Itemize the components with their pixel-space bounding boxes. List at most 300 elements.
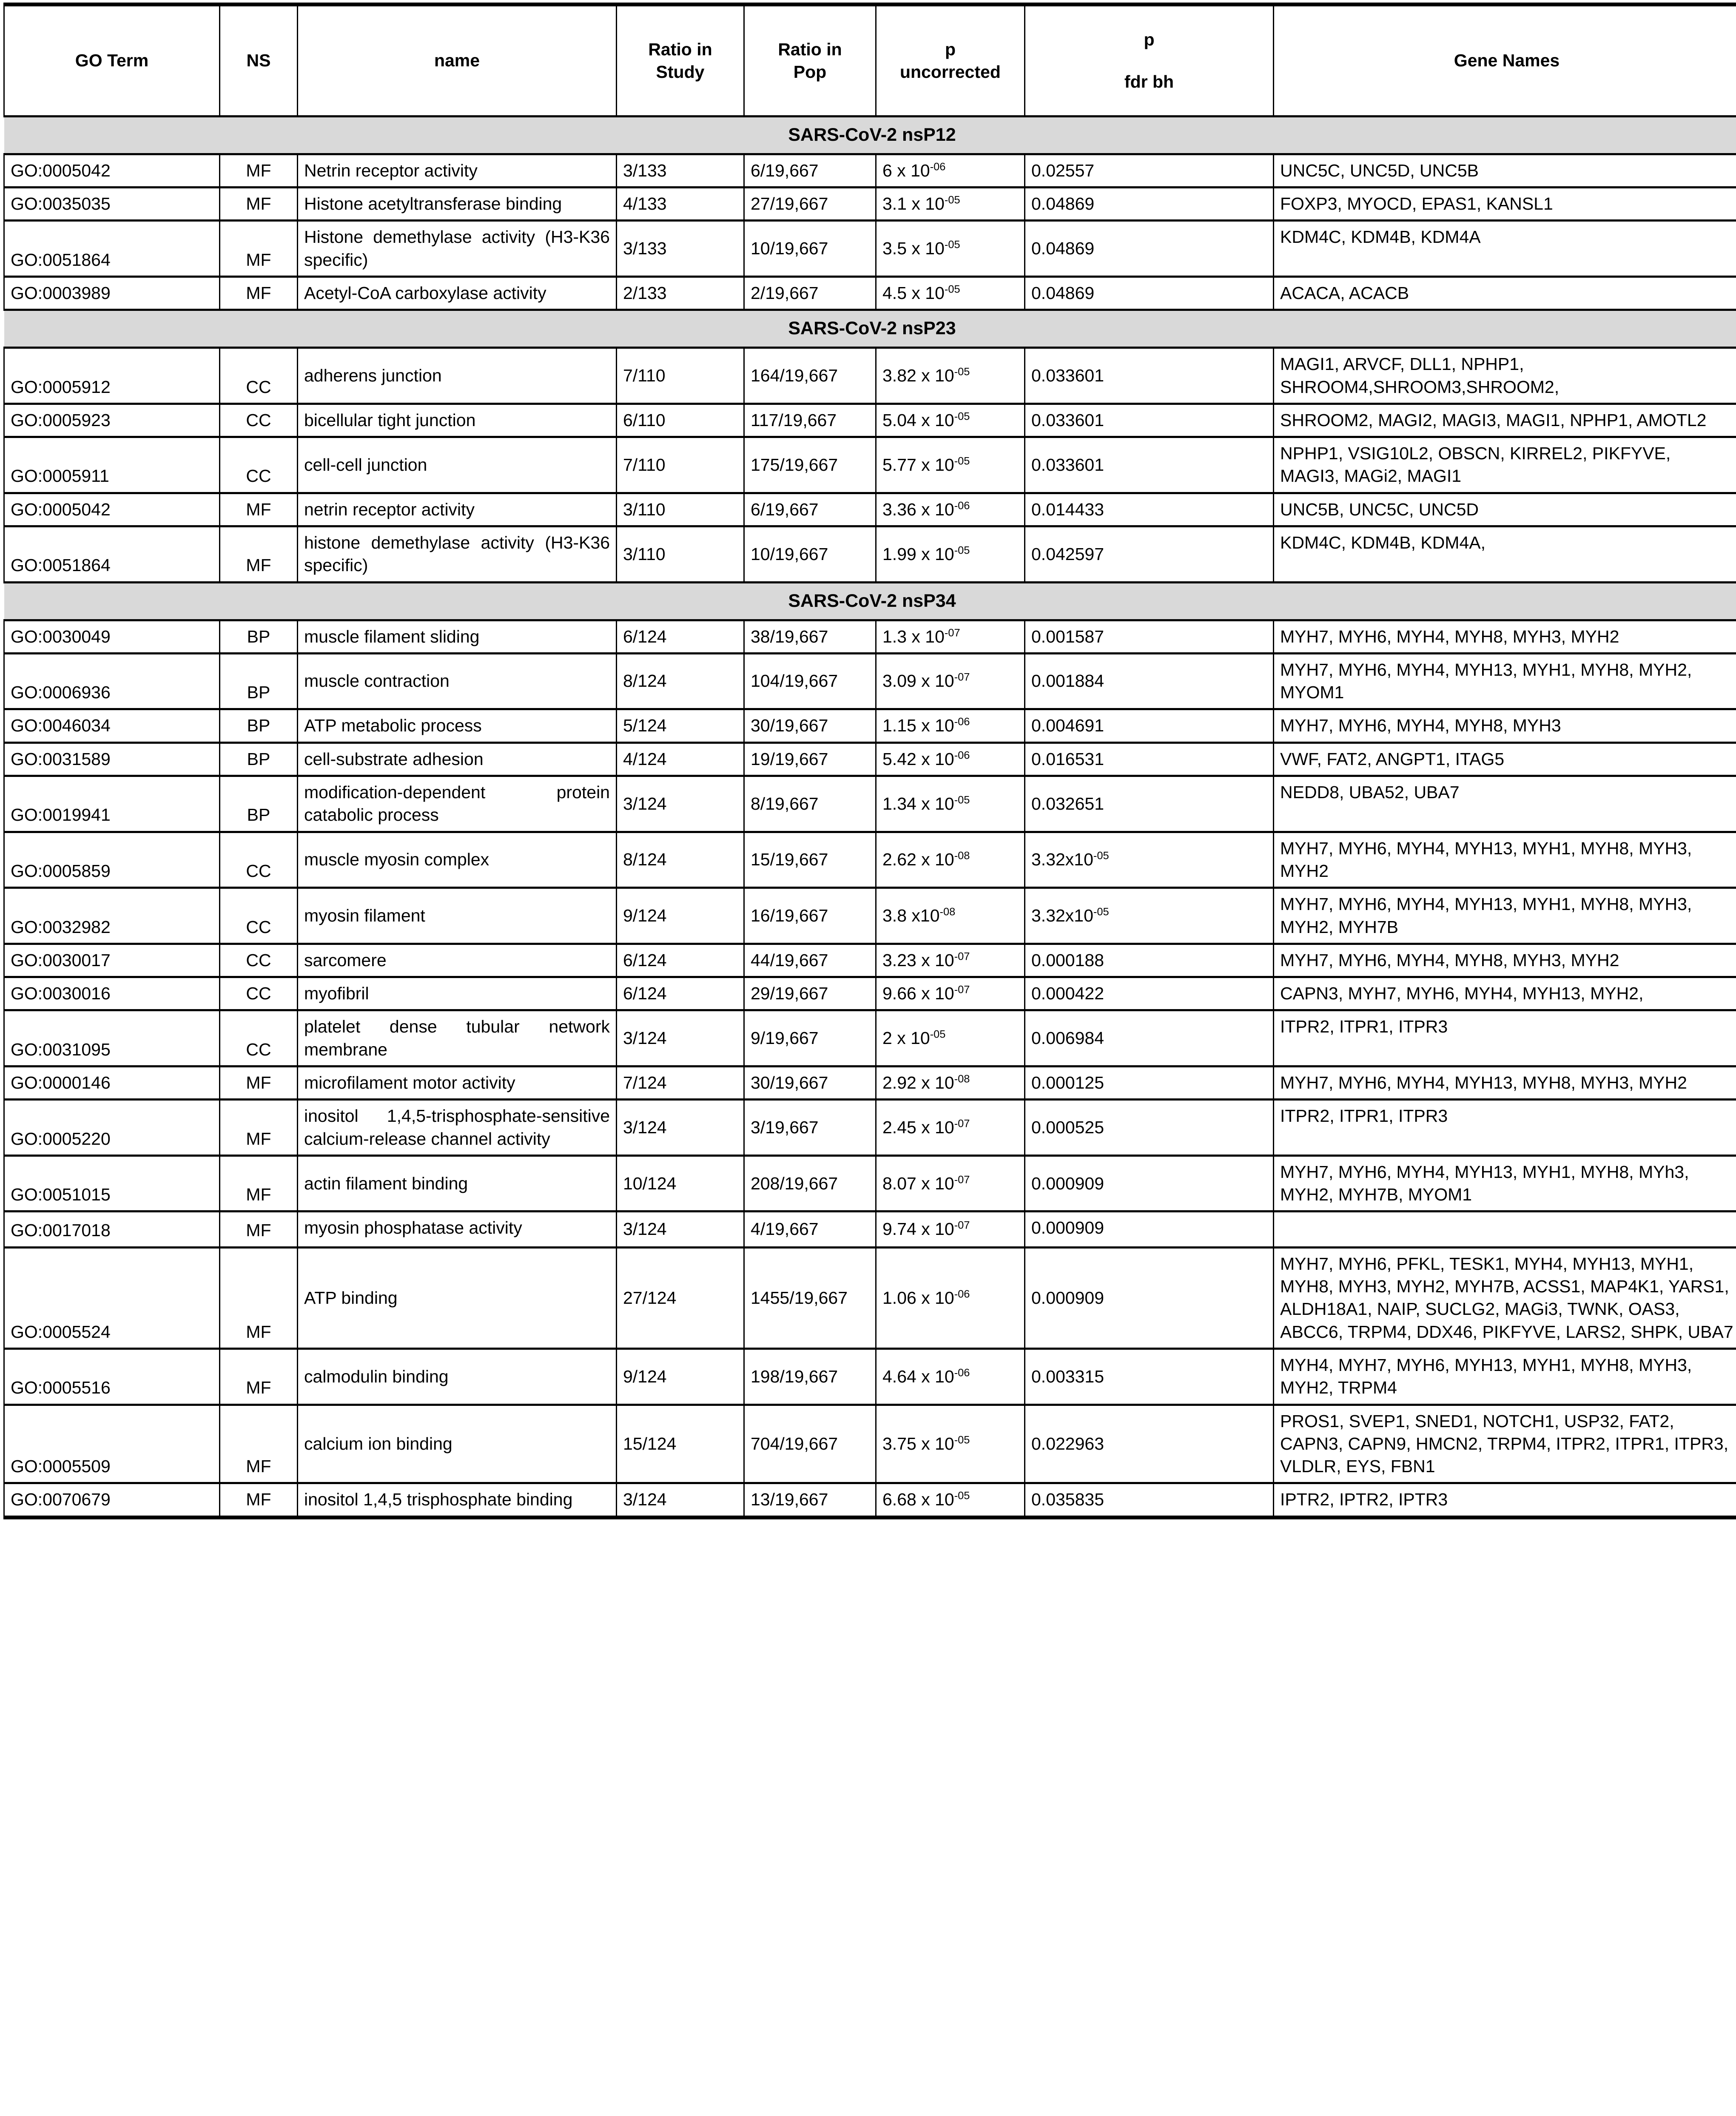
p-uncorrected-mantissa: 3.23 x 10	[882, 950, 954, 970]
p-fdr-value: 0.032651	[1031, 794, 1104, 813]
cell-go-term: GO:0017018	[4, 1212, 220, 1247]
cell-go-term: GO:0005912	[4, 348, 220, 404]
cell-ratio-in-pop: 38/19,667	[744, 620, 876, 653]
p-uncorrected-exponent: -06	[954, 1366, 970, 1379]
p-fdr-value: 0.022963	[1031, 1433, 1104, 1453]
cell-ratio-in-pop: 8/19,667	[744, 776, 876, 832]
p-uncorrected-exponent: -05	[954, 410, 970, 423]
cell-gene-names: MYH7, MYH6, MYH4, MYH13, MYH1, MYH8, MYH3, MYH2	[1274, 832, 1736, 888]
cell-go-term: GO:0030049	[4, 620, 220, 653]
cell-ns: MF	[220, 1405, 298, 1483]
cell-go-term: GO:0003989	[4, 277, 220, 310]
p-fdr-exponent: -05	[1093, 906, 1109, 918]
table-row	[4, 154, 1736, 187]
cell-name: Netrin receptor activity	[298, 154, 617, 187]
p-fdr-value: 0.04869	[1031, 239, 1095, 259]
col-header-p-uncorrected-line1: p	[945, 39, 956, 59]
p-uncorrected-exponent: -05	[930, 1028, 946, 1041]
cell-ns: MF	[220, 1348, 298, 1405]
cell-ratio-in-study: 4/124	[617, 742, 744, 776]
cell-gene-names: FOXP3, MYOCD, EPAS1, KANSL1	[1274, 188, 1736, 221]
table-body	[4, 117, 1736, 1518]
p-fdr-value: 0.000188	[1031, 950, 1104, 970]
cell-name: bicellular tight junction	[298, 404, 617, 437]
cell-p-uncorrected	[876, 1247, 1025, 1348]
cell-gene-names: UNC5B, UNC5C, UNC5D	[1274, 493, 1736, 526]
p-uncorrected-mantissa: 4.64 x 10	[882, 1366, 954, 1386]
go-enrichment-table	[3, 3, 1736, 1519]
cell-ns: CC	[220, 944, 298, 977]
cell-p-fdr-bh	[1025, 653, 1274, 709]
cell-p-uncorrected	[876, 493, 1025, 526]
table-row	[4, 944, 1736, 977]
cell-go-term: GO:0032982	[4, 888, 220, 944]
p-uncorrected-mantissa: 3.09 x 10	[882, 671, 954, 691]
p-fdr-value: 0.000422	[1031, 984, 1104, 1004]
cell-go-term: GO:0030017	[4, 944, 220, 977]
cell-name: actin filament binding	[298, 1155, 617, 1212]
cell-ratio-in-pop: 10/19,667	[744, 526, 876, 583]
cell-p-fdr-bh	[1025, 1155, 1274, 1212]
col-header-ratio-pop-line1: Ratio in	[778, 39, 842, 59]
p-fdr-value: 0.04869	[1031, 283, 1095, 303]
cell-p-fdr-bh	[1025, 188, 1274, 221]
p-uncorrected-exponent: -05	[954, 366, 970, 378]
cell-gene-names: NPHP1, VSIG10L2, OBSCN, KIRREL2, PIKFYVE, MAGI3, MAGi2, MAGI1	[1274, 437, 1736, 493]
cell-ns: CC	[220, 888, 298, 944]
cell-ratio-in-study: 9/124	[617, 1348, 744, 1405]
cell-p-fdr-bh	[1025, 154, 1274, 187]
cell-ratio-in-pop: 104/19,667	[744, 653, 876, 709]
p-uncorrected-mantissa: 5.42 x 10	[882, 749, 954, 769]
table-head	[4, 5, 1736, 117]
cell-p-uncorrected	[876, 277, 1025, 310]
cell-p-uncorrected	[876, 742, 1025, 776]
cell-ratio-in-study: 3/110	[617, 493, 744, 526]
p-uncorrected-mantissa: 2.92 x 10	[882, 1072, 954, 1092]
cell-ratio-in-pop: 10/19,667	[744, 221, 876, 277]
cell-p-uncorrected	[876, 1010, 1025, 1067]
col-header-p-fdr-bh	[1025, 5, 1274, 117]
cell-p-uncorrected	[876, 348, 1025, 404]
p-uncorrected-exponent: -06	[954, 716, 970, 728]
table-row	[4, 437, 1736, 493]
cell-name: muscle myosin complex	[298, 832, 617, 888]
cell-gene-names: KDM4C, KDM4B, KDM4A	[1274, 221, 1736, 277]
cell-ratio-in-study: 9/124	[617, 888, 744, 944]
cell-go-term: GO:0005220	[4, 1100, 220, 1156]
table-row	[4, 404, 1736, 437]
cell-p-uncorrected	[876, 404, 1025, 437]
p-uncorrected-exponent: -05	[954, 455, 970, 467]
cell-p-fdr-bh	[1025, 742, 1274, 776]
cell-p-fdr-bh	[1025, 493, 1274, 526]
cell-ns: MF	[220, 1483, 298, 1517]
p-uncorrected-exponent: -05	[944, 194, 960, 206]
cell-p-fdr-bh	[1025, 437, 1274, 493]
cell-ratio-in-pop: 2/19,667	[744, 277, 876, 310]
cell-gene-names: VWF, FAT2, ANGPT1, ITAG5	[1274, 742, 1736, 776]
cell-ratio-in-study: 6/110	[617, 404, 744, 437]
section-title: SARS-CoV-2 nsP12	[4, 117, 1736, 154]
cell-ratio-in-pop: 1455/19,667	[744, 1247, 876, 1348]
p-fdr-value: 0.003315	[1031, 1366, 1104, 1386]
cell-go-term: GO:0031589	[4, 742, 220, 776]
cell-name: Histone acetyltransferase binding	[298, 188, 617, 221]
cell-gene-names: ITPR2, ITPR1, ITPR3	[1274, 1010, 1736, 1067]
cell-go-term: GO:0005859	[4, 832, 220, 888]
cell-gene-names: MYH7, MYH6, MYH4, MYH8, MYH3	[1274, 709, 1736, 742]
p-uncorrected-exponent: -05	[954, 1490, 970, 1502]
cell-ns: MF	[220, 154, 298, 187]
cell-go-term: GO:0005923	[4, 404, 220, 437]
cell-ratio-in-pop: 208/19,667	[744, 1155, 876, 1212]
cell-ns: CC	[220, 1010, 298, 1067]
p-uncorrected-mantissa: 9.66 x 10	[882, 984, 954, 1004]
cell-name: myosin phosphatase activity	[298, 1212, 617, 1247]
section-header-row	[4, 582, 1736, 620]
table-row	[4, 526, 1736, 583]
cell-ratio-in-study: 15/124	[617, 1405, 744, 1483]
cell-p-uncorrected	[876, 1212, 1025, 1247]
cell-go-term: GO:0005524	[4, 1247, 220, 1348]
table-row	[4, 709, 1736, 742]
cell-gene-names: MYH7, MYH6, PFKL, TESK1, MYH4, MYH13, MYH1, MYH8, MYH3, MYH2, MYH7B, ACSS1, MAP4K1, YARS1, ALDH18A1, NAIP, SUCLG2, MAGi3, TWNK, OAS3, ABCC6, TRPM4, DDX46, PIKFYVE, LARS2, SHPK, UBA7	[1274, 1247, 1736, 1348]
cell-ratio-in-study: 3/110	[617, 526, 744, 583]
cell-p-fdr-bh	[1025, 1405, 1274, 1483]
cell-ratio-in-pop: 13/19,667	[744, 1483, 876, 1517]
cell-p-uncorrected	[876, 154, 1025, 187]
p-uncorrected-exponent: -06	[954, 1288, 970, 1300]
p-fdr-value: 0.000525	[1031, 1117, 1104, 1137]
cell-ratio-in-study: 5/124	[617, 709, 744, 742]
p-uncorrected-mantissa: 3.1 x 10	[882, 194, 945, 214]
table-row	[4, 1348, 1736, 1405]
cell-ns: MF	[220, 188, 298, 221]
cell-gene-names: UNC5C, UNC5D, UNC5B	[1274, 154, 1736, 187]
cell-p-uncorrected	[876, 888, 1025, 944]
p-uncorrected-mantissa: 6.68 x 10	[882, 1490, 954, 1510]
cell-gene-names: ACACA, ACACB	[1274, 277, 1736, 310]
cell-ratio-in-pop: 9/19,667	[744, 1010, 876, 1067]
table-row	[4, 776, 1736, 832]
header-row	[4, 5, 1736, 117]
cell-name: ATP metabolic process	[298, 709, 617, 742]
p-fdr-mantissa: 3.32x10	[1031, 905, 1093, 925]
p-uncorrected-exponent: -05	[954, 1434, 970, 1446]
cell-name: Histone demethylase activity (H3-K36 specific)	[298, 221, 617, 277]
cell-ratio-in-study: 3/124	[617, 1483, 744, 1517]
table-row	[4, 1247, 1736, 1348]
cell-p-uncorrected	[876, 709, 1025, 742]
p-uncorrected-exponent: -06	[954, 749, 970, 762]
cell-go-term: GO:0005516	[4, 1348, 220, 1405]
cell-p-fdr-bh	[1025, 221, 1274, 277]
cell-ns: MF	[220, 526, 298, 583]
p-fdr-value: 0.001884	[1031, 671, 1104, 691]
cell-go-term: GO:0070679	[4, 1483, 220, 1517]
cell-ratio-in-study: 7/110	[617, 437, 744, 493]
cell-ratio-in-pop: 198/19,667	[744, 1348, 876, 1405]
cell-p-uncorrected	[876, 832, 1025, 888]
cell-ns: CC	[220, 437, 298, 493]
cell-ratio-in-pop: 27/19,667	[744, 188, 876, 221]
p-uncorrected-exponent: -05	[954, 794, 970, 806]
cell-p-fdr-bh	[1025, 776, 1274, 832]
cell-gene-names: MYH7, MYH6, MYH4, MYH13, MYH1, MYH8, MYH2, MYOM1	[1274, 653, 1736, 709]
cell-ratio-in-study: 6/124	[617, 620, 744, 653]
cell-name: calmodulin binding	[298, 1348, 617, 1405]
cell-name: myofibril	[298, 977, 617, 1010]
cell-p-fdr-bh	[1025, 348, 1274, 404]
cell-ratio-in-study: 6/124	[617, 944, 744, 977]
cell-p-uncorrected	[876, 620, 1025, 653]
cell-p-fdr-bh	[1025, 404, 1274, 437]
cell-p-fdr-bh	[1025, 526, 1274, 583]
p-fdr-value: 0.004691	[1031, 716, 1104, 736]
cell-p-fdr-bh	[1025, 977, 1274, 1010]
cell-ratio-in-pop: 6/19,667	[744, 493, 876, 526]
cell-p-uncorrected	[876, 1348, 1025, 1405]
cell-gene-names: ITPR2, ITPR1, ITPR3	[1274, 1100, 1736, 1156]
cell-p-uncorrected	[876, 653, 1025, 709]
cell-ratio-in-study: 3/124	[617, 1010, 744, 1067]
p-uncorrected-mantissa: 1.3 x 10	[882, 626, 945, 646]
cell-go-term: GO:0006936	[4, 653, 220, 709]
cell-ratio-in-pop: 30/19,667	[744, 1066, 876, 1099]
col-header-p-fdr-line1: p	[1144, 29, 1155, 49]
col-header-ratio-in-study	[617, 5, 744, 117]
p-uncorrected-exponent: -07	[954, 671, 970, 683]
cell-gene-names: MYH7, MYH6, MYH4, MYH13, MYH1, MYH8, MYH3, MYH2, MYH7B	[1274, 888, 1736, 944]
cell-name: calcium ion binding	[298, 1405, 617, 1483]
cell-go-term: GO:0031095	[4, 1010, 220, 1067]
col-header-ratio-study-line1: Ratio in	[648, 39, 712, 59]
p-fdr-value: 0.006984	[1031, 1028, 1104, 1048]
cell-gene-names: MYH7, MYH6, MYH4, MYH13, MYH1, MYH8, MYh3, MYH2, MYH7B, MYOM1	[1274, 1155, 1736, 1212]
cell-ratio-in-study: 10/124	[617, 1155, 744, 1212]
cell-ns: CC	[220, 832, 298, 888]
cell-p-fdr-bh	[1025, 1348, 1274, 1405]
col-header-name: name	[298, 5, 617, 117]
p-uncorrected-exponent: -05	[954, 544, 970, 557]
p-uncorrected-mantissa: 3.36 x 10	[882, 499, 954, 519]
cell-name: muscle contraction	[298, 653, 617, 709]
p-uncorrected-exponent: -07	[954, 1118, 970, 1130]
cell-p-fdr-bh	[1025, 1247, 1274, 1348]
p-uncorrected-mantissa: 2 x 10	[882, 1028, 930, 1048]
p-fdr-value: 0.035835	[1031, 1490, 1104, 1510]
table-row	[4, 221, 1736, 277]
p-uncorrected-exponent: -07	[954, 950, 970, 963]
cell-p-fdr-bh	[1025, 620, 1274, 653]
table-row	[4, 653, 1736, 709]
cell-ratio-in-pop: 6/19,667	[744, 154, 876, 187]
p-uncorrected-exponent: -05	[944, 239, 960, 251]
cell-p-uncorrected	[876, 1405, 1025, 1483]
cell-name: cell-cell junction	[298, 437, 617, 493]
table-row	[4, 1010, 1736, 1067]
table-row	[4, 1066, 1736, 1099]
section-header-row	[4, 117, 1736, 154]
table-row	[4, 977, 1736, 1010]
cell-ns: CC	[220, 348, 298, 404]
cell-p-fdr-bh	[1025, 944, 1274, 977]
p-uncorrected-exponent: -07	[954, 1173, 970, 1186]
table-row	[4, 1405, 1736, 1483]
cell-gene-names: MAGI1, ARVCF, DLL1, NPHP1, SHROOM4,SHROOM3,SHROOM2,	[1274, 348, 1736, 404]
table-row	[4, 1212, 1736, 1247]
cell-go-term: GO:0046034	[4, 709, 220, 742]
p-fdr-value: 0.033601	[1031, 365, 1104, 385]
cell-ns: CC	[220, 404, 298, 437]
cell-p-fdr-bh	[1025, 888, 1274, 944]
p-uncorrected-mantissa: 5.04 x 10	[882, 410, 954, 430]
cell-ns: BP	[220, 742, 298, 776]
table-row	[4, 277, 1736, 310]
table-row	[4, 348, 1736, 404]
p-fdr-mantissa: 3.32x10	[1031, 850, 1093, 870]
cell-ratio-in-study: 3/124	[617, 1100, 744, 1156]
cell-gene-names: MYH7, MYH6, MYH4, MYH13, MYH8, MYH3, MYH2	[1274, 1066, 1736, 1099]
cell-ratio-in-pop: 704/19,667	[744, 1405, 876, 1483]
cell-ratio-in-study: 2/133	[617, 277, 744, 310]
cell-p-uncorrected	[876, 526, 1025, 583]
cell-ns: MF	[220, 1100, 298, 1156]
cell-ratio-in-study: 3/133	[617, 154, 744, 187]
cell-ratio-in-pop: 4/19,667	[744, 1212, 876, 1247]
col-header-p-fdr-line2: fdr bh	[1124, 72, 1174, 91]
cell-ns: MF	[220, 1066, 298, 1099]
cell-ratio-in-study: 7/110	[617, 348, 744, 404]
cell-ns: MF	[220, 1212, 298, 1247]
col-header-ratio-in-pop	[744, 5, 876, 117]
cell-p-uncorrected	[876, 1100, 1025, 1156]
table-row	[4, 1100, 1736, 1156]
table-row	[4, 742, 1736, 776]
table-row	[4, 832, 1736, 888]
cell-gene-names: MYH7, MYH6, MYH4, MYH8, MYH3, MYH2	[1274, 620, 1736, 653]
cell-ratio-in-pop: 117/19,667	[744, 404, 876, 437]
cell-ratio-in-pop: 15/19,667	[744, 832, 876, 888]
cell-name: modification-dependent protein catabolic process	[298, 776, 617, 832]
cell-ratio-in-study: 7/124	[617, 1066, 744, 1099]
cell-ratio-in-study: 27/124	[617, 1247, 744, 1348]
cell-ratio-in-study: 8/124	[617, 653, 744, 709]
cell-ns: MF	[220, 221, 298, 277]
cell-p-fdr-bh	[1025, 1066, 1274, 1099]
cell-gene-names: SHROOM2, MAGI2, MAGI3, MAGI1, NPHP1, AMOTL2	[1274, 404, 1736, 437]
cell-p-fdr-bh	[1025, 1100, 1274, 1156]
col-header-go-term: GO Term	[4, 5, 220, 117]
cell-ns: MF	[220, 493, 298, 526]
cell-gene-names: KDM4C, KDM4B, KDM4A,	[1274, 526, 1736, 583]
p-uncorrected-mantissa: 3.8 x10	[882, 905, 940, 925]
cell-gene-names	[1274, 1212, 1736, 1247]
p-uncorrected-mantissa: 2.62 x 10	[882, 850, 954, 870]
cell-ratio-in-pop: 29/19,667	[744, 977, 876, 1010]
cell-p-uncorrected	[876, 944, 1025, 977]
cell-ns: BP	[220, 709, 298, 742]
p-uncorrected-exponent: -08	[954, 850, 970, 862]
cell-go-term: GO:0051864	[4, 526, 220, 583]
cell-go-term: GO:0005911	[4, 437, 220, 493]
cell-ratio-in-pop: 3/19,667	[744, 1100, 876, 1156]
cell-name: sarcomere	[298, 944, 617, 977]
p-fdr-value: 0.02557	[1031, 160, 1095, 180]
p-uncorrected-exponent: -05	[944, 283, 960, 296]
p-uncorrected-mantissa: 8.07 x 10	[882, 1173, 954, 1193]
p-fdr-value: 0.033601	[1031, 455, 1104, 475]
cell-ratio-in-pop: 164/19,667	[744, 348, 876, 404]
cell-p-uncorrected	[876, 221, 1025, 277]
cell-gene-names: IPTR2, IPTR2, IPTR3	[1274, 1483, 1736, 1517]
cell-p-uncorrected	[876, 188, 1025, 221]
table-row	[4, 1483, 1736, 1517]
p-uncorrected-exponent: -07	[944, 626, 960, 639]
table-row	[4, 188, 1736, 221]
p-fdr-value: 0.000909	[1031, 1218, 1104, 1238]
cell-name: ATP binding	[298, 1247, 617, 1348]
cell-ratio-in-pop: 30/19,667	[744, 709, 876, 742]
p-uncorrected-mantissa: 2.45 x 10	[882, 1117, 954, 1137]
cell-go-term: GO:0035035	[4, 188, 220, 221]
cell-name: Acetyl-CoA carboxylase activity	[298, 277, 617, 310]
col-header-gene-names: Gene Names	[1274, 5, 1736, 117]
cell-ratio-in-study: 4/133	[617, 188, 744, 221]
p-fdr-value: 0.04869	[1031, 194, 1095, 214]
cell-ratio-in-study: 3/124	[617, 776, 744, 832]
col-header-ratio-study-line2: Study	[656, 62, 705, 82]
cell-ns: BP	[220, 620, 298, 653]
cell-ratio-in-pop: 19/19,667	[744, 742, 876, 776]
table-row	[4, 888, 1736, 944]
table-row	[4, 493, 1736, 526]
cell-name: inositol 1,4,5-trisphosphate-sensitive calcium-release channel activity	[298, 1100, 617, 1156]
cell-name: myosin filament	[298, 888, 617, 944]
p-fdr-value: 0.000909	[1031, 1173, 1104, 1193]
cell-go-term: GO:0019941	[4, 776, 220, 832]
table-row	[4, 620, 1736, 653]
cell-p-uncorrected	[876, 776, 1025, 832]
col-header-p-uncorrected	[876, 5, 1025, 117]
cell-p-uncorrected	[876, 437, 1025, 493]
p-fdr-value: 0.014433	[1031, 499, 1104, 519]
cell-p-fdr-bh	[1025, 1212, 1274, 1247]
cell-go-term: GO:0005042	[4, 154, 220, 187]
p-fdr-value: 0.042597	[1031, 544, 1104, 564]
p-uncorrected-mantissa: 3.82 x 10	[882, 365, 954, 385]
cell-p-uncorrected	[876, 1066, 1025, 1099]
col-header-ratio-pop-line2: Pop	[793, 62, 827, 82]
cell-ratio-in-pop: 44/19,667	[744, 944, 876, 977]
cell-gene-names: MYH4, MYH7, MYH6, MYH13, MYH1, MYH8, MYH3, MYH2, TRPM4	[1274, 1348, 1736, 1405]
cell-ns: BP	[220, 776, 298, 832]
cell-ratio-in-study: 6/124	[617, 977, 744, 1010]
cell-name: histone demethylase activity (H3-K36 specific)	[298, 526, 617, 583]
p-uncorrected-exponent: -08	[939, 906, 956, 918]
cell-go-term: GO:0051015	[4, 1155, 220, 1212]
p-fdr-value: 0.016531	[1031, 749, 1104, 769]
cell-ns: CC	[220, 977, 298, 1010]
cell-p-fdr-bh	[1025, 1010, 1274, 1067]
cell-gene-names: PROS1, SVEP1, SNED1, NOTCH1, USP32, FAT2, CAPN3, CAPN9, HMCN2, TRPM4, ITPR2, ITPR1, ITPR3, VLDLR, EYS, FBN1	[1274, 1405, 1736, 1483]
p-uncorrected-mantissa: 1.15 x 10	[882, 716, 954, 736]
cell-name: inositol 1,4,5 trisphosphate binding	[298, 1483, 617, 1517]
p-uncorrected-mantissa: 3.75 x 10	[882, 1433, 954, 1453]
cell-ratio-in-pop: 175/19,667	[744, 437, 876, 493]
p-fdr-value: 0.033601	[1031, 410, 1104, 430]
